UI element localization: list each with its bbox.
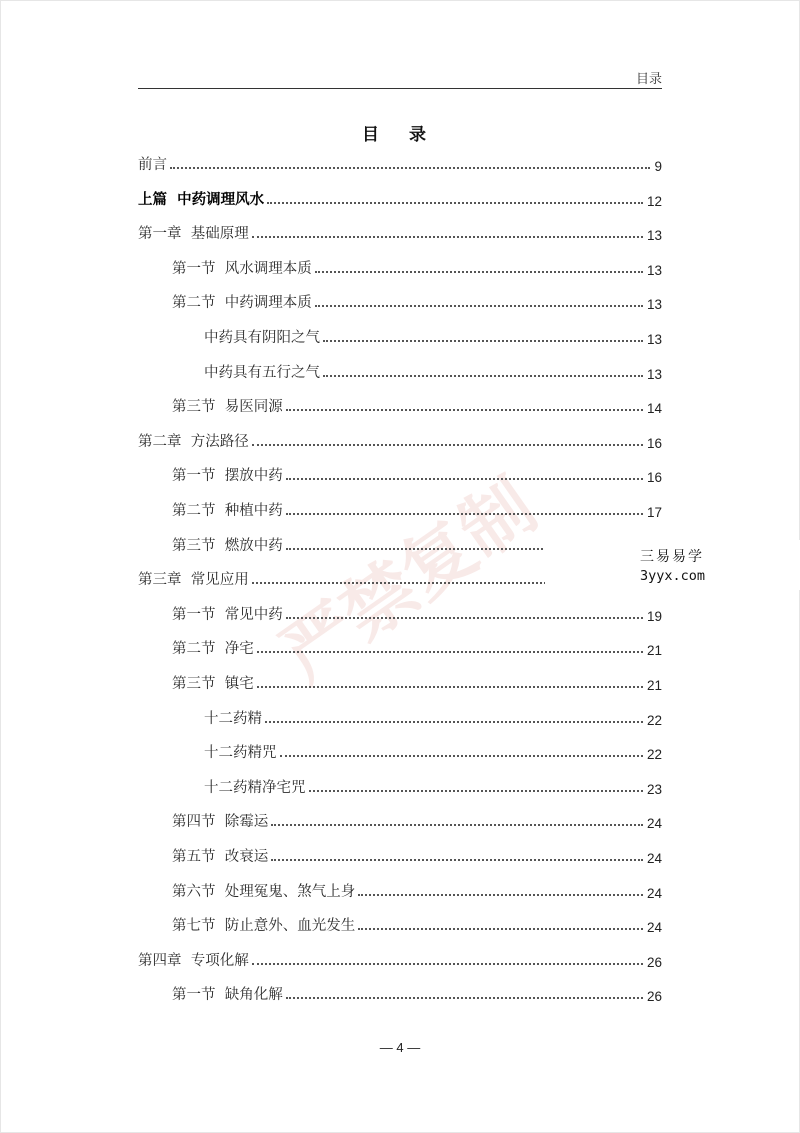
toc-entry-page: 24 [646, 885, 662, 901]
toc-entry[interactable] [138, 980, 662, 1004]
toc-entry-page: 13 [646, 297, 662, 313]
toc-entry-label: 前言 [138, 157, 167, 173]
toc-entry-label: 第一节 缺角化解 [172, 987, 283, 1004]
toc-dot-leader [286, 617, 643, 619]
toc-dot-leader [252, 963, 643, 965]
toc-dot-leader [286, 478, 643, 480]
toc-entry-label: 第六节 处理冤鬼、煞气上身 [172, 883, 356, 900]
toc-dot-leader [267, 202, 643, 204]
toc-entry-label: 第三章 常见应用 [138, 572, 249, 589]
toc-entry-page: 16 [646, 435, 662, 451]
toc-entry[interactable] [138, 427, 662, 451]
toc-entry-page: 24 [646, 816, 662, 832]
toc-dot-leader [252, 444, 643, 446]
toc-entry[interactable] [138, 323, 662, 347]
toc-entry-label: 第一节 常见中药 [172, 606, 283, 623]
running-header-text: 目录 [635, 72, 662, 87]
toc-entry[interactable] [138, 254, 662, 278]
toc-entry-label: 第二节 中药调理本质 [172, 295, 312, 312]
toc-entry-label: 第二章 方法路径 [138, 433, 249, 450]
toc-entry-page: 13 [646, 332, 662, 347]
toc-entry-label: 十二药精 [204, 710, 262, 727]
toc-entry[interactable] [138, 600, 662, 624]
toc-entry[interactable] [138, 185, 662, 209]
toc-entry[interactable] [138, 150, 662, 174]
toc-entry[interactable] [138, 773, 662, 797]
toc-entry[interactable] [138, 288, 662, 312]
toc-dot-leader [286, 409, 643, 411]
toc-entry-page: 21 [646, 643, 662, 659]
toc-dot-leader [271, 824, 643, 826]
toc-entry-label: 第七节 防止意外、血光发生 [172, 918, 356, 935]
site-watermark-url: 3yyx.com [640, 568, 706, 584]
toc-dot-leader [286, 513, 643, 515]
toc-entry-label: 上篇 中药调理风水 [138, 190, 265, 208]
toc-entry-label: 第五节 改衰运 [172, 849, 269, 865]
toc-entry[interactable] [138, 704, 662, 728]
toc-dot-leader [257, 651, 643, 653]
toc-entry[interactable] [138, 496, 662, 520]
toc-entry-label: 第四章 专项化解 [138, 952, 249, 969]
toc-entry[interactable] [138, 911, 662, 935]
toc-entry-label: 第一节 摆放中药 [172, 468, 283, 485]
toc-entry-page: 12 [646, 193, 662, 209]
toc-entry-label: 第三节 镇宅 [172, 676, 254, 692]
toc-dot-leader [315, 305, 643, 307]
toc-entry-label: 第四节 除霉运 [172, 814, 269, 831]
toc-dot-leader [286, 997, 643, 999]
toc-entry[interactable] [138, 842, 662, 866]
site-watermark-name: 三易易学 [640, 549, 704, 565]
toc-entry-page: 19 [646, 608, 662, 624]
toc-entry-page: 13 [646, 262, 662, 278]
toc-dot-leader [323, 340, 643, 342]
toc-entry-page: 22 [646, 747, 662, 763]
toc-entry[interactable] [138, 461, 662, 485]
toc-dot-leader [323, 375, 643, 377]
toc-entry[interactable] [138, 358, 662, 382]
toc-entry[interactable] [138, 807, 662, 831]
toc-entry[interactable] [138, 634, 662, 658]
toc-dot-leader [280, 755, 643, 757]
toc-dot-leader [358, 928, 643, 930]
toc-dot-leader [358, 894, 643, 896]
toc-entry-label: 第一节 风水调理本质 [172, 260, 312, 277]
toc-entry-page: 21 [646, 678, 662, 693]
toc-entry[interactable] [138, 946, 662, 970]
toc-entry-page: 14 [646, 401, 662, 417]
toc-entry-label: 第三节 燃放中药 [172, 537, 283, 554]
toc-entry-page: 22 [646, 712, 662, 728]
toc-entry[interactable] [138, 669, 662, 693]
toc-entry-page: 26 [646, 954, 662, 970]
toc-entry[interactable] [138, 392, 662, 416]
toc-entry-label: 第三节 易医同源 [172, 399, 283, 416]
toc-entry-page: 17 [646, 505, 662, 520]
toc-entry-label: 十二药精咒 [204, 745, 277, 762]
toc-dot-leader [315, 271, 643, 273]
toc-entry-page: 23 [646, 781, 662, 797]
toc-entry-label: 第二节 净宅 [172, 641, 254, 658]
toc-dot-leader [271, 859, 643, 861]
toc-entry-label: 十二药精净宅咒 [204, 779, 306, 796]
toc-title: 目 录 [362, 125, 438, 145]
toc-entry[interactable] [138, 219, 662, 243]
toc-entry-page: 24 [646, 851, 662, 866]
toc-entry-page: 16 [646, 470, 662, 486]
toc-entry-page: 24 [646, 920, 662, 936]
toc-dot-leader [252, 236, 643, 238]
toc-entry-label: 第一章 基础原理 [138, 226, 249, 243]
toc-entry-page: 13 [646, 228, 662, 244]
toc-entry-label: 中药具有阴阳之气 [204, 330, 320, 346]
toc-entry[interactable] [138, 738, 662, 762]
running-header [138, 68, 662, 89]
svg-text:严禁复制: 严禁复制 [266, 462, 551, 698]
toc-dot-leader [309, 790, 643, 792]
toc-entry-page: 9 [654, 159, 662, 174]
toc-entry-label: 第二节 种植中药 [172, 503, 283, 519]
toc-dot-leader [265, 721, 643, 723]
toc-dot-leader [257, 686, 643, 688]
toc-entry[interactable] [138, 877, 662, 901]
toc-entry-page: 13 [646, 366, 662, 382]
page-number: — 4 — [379, 1040, 421, 1055]
toc-entry-label: 中药具有五行之气 [204, 364, 320, 381]
toc-entry-page: 26 [646, 989, 662, 1005]
toc-dot-leader [170, 167, 650, 169]
